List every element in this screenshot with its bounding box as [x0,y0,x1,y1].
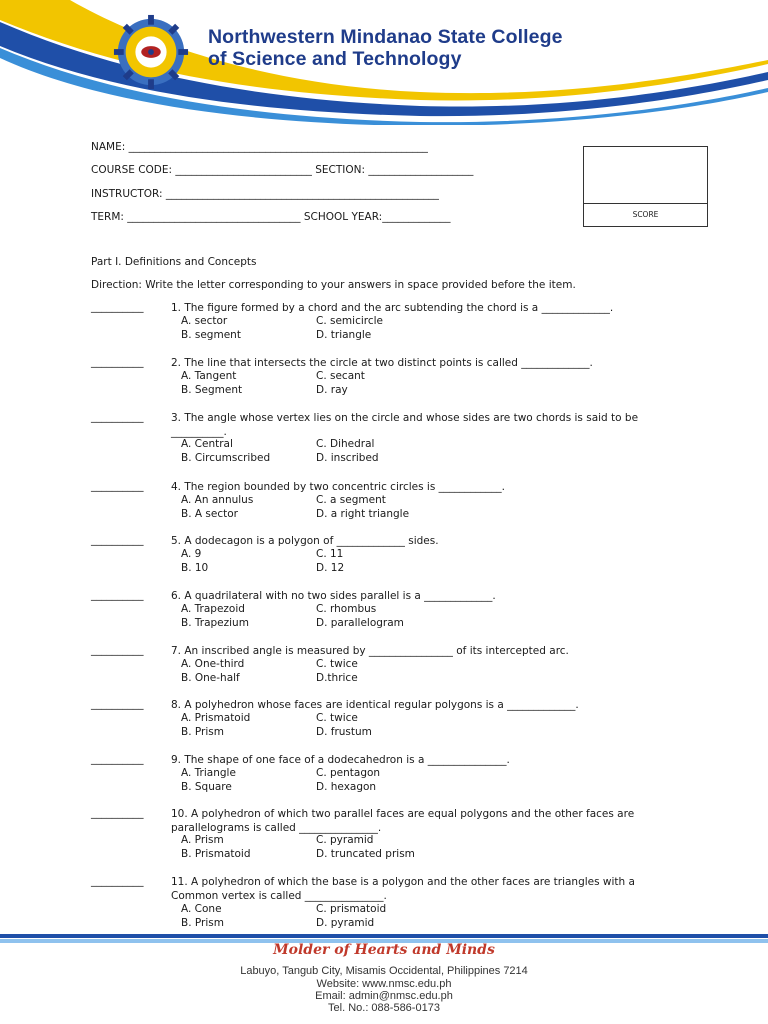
college-seal-logo [112,13,190,91]
option-c: C. pyramid [316,834,374,846]
option-d: D. triangle [316,329,372,341]
option-d: D. hexagon [316,781,377,793]
option-b: B. Circumscribed [181,452,271,464]
option-d: D.thrice [316,672,358,684]
answer-blank: __________ [91,356,144,368]
option-a: A. Triangle [181,767,236,779]
college-name-line2: of Science and Technology [208,48,462,70]
question-stem: 4. The region bounded by two concentric circles is ____________. [171,481,505,493]
answer-blank: __________ [91,301,144,313]
option-d: D. inscribed [316,452,379,464]
question-stem: 6. A quadrilateral with no two sides parallel is a _____________. [171,590,496,602]
footer-telephone: Tel. No.: 088-586-0173 [328,1002,440,1014]
option-a: A. Tangent [181,370,237,382]
option-a: A. An annulus [181,494,254,506]
question-stem: 3. The angle whose vertex lies on the circle and whose sides are two chords is said to be __________. [171,412,639,438]
option-b: B. Segment [181,384,243,396]
score-divider [584,203,707,204]
answer-blank: __________ [91,534,144,546]
answer-blank: __________ [91,875,144,887]
footer-email: Email: admin@nmsc.edu.ph [315,990,453,1002]
question-stem: 7. An inscribed angle is measured by ________________ of its intercepted arc. [171,645,569,657]
answer-blank: __________ [91,698,144,710]
option-b: B. A sector [181,508,238,520]
option-b: B. Square [181,781,232,793]
question-stem: 11. A polyhedron of which the base is a polygon and the other faces are triangles with a Common vertex is called _______________. [171,876,635,902]
option-d: D. 12 [316,562,345,574]
option-b: B. One-half [181,672,240,684]
option-b: B. segment [181,329,241,341]
college-name-line1: Northwestern Mindanao State College [208,26,563,48]
question-stem: 10. A polyhedron of which two parallel faces are equal polygons and the other faces are parallelograms is called _______________. [171,808,635,834]
college-motto: Molder of Hearts and Minds [273,942,495,958]
option-c: C. prismatoid [316,903,387,915]
direction-text: Direction: Write the letter corresponding to your answers in space provided before the item. [91,279,576,291]
name-field: NAME: _________________________________________________________ [91,141,428,153]
option-a: A. Cone [181,903,222,915]
term-school-year-field: TERM: _________________________________ SCHOOL YEAR:_____________ [91,211,451,223]
question-stem: 8. A polyhedron whose faces are identical regular polygons is a _____________. [171,699,579,711]
option-a: A. One-third [181,658,245,670]
option-a: A. Prismatoid [181,712,251,724]
footer-address: Labuyo, Tangub City, Misamis Occidental, Philippines 7214 [240,965,528,977]
option-b: B. Prismatoid [181,848,251,860]
option-d: D. truncated prism [316,848,415,860]
part-title: Part I. Definitions and Concepts [91,256,257,268]
option-c: C. rhombus [316,603,377,615]
option-c: C. Dihedral [316,438,375,450]
option-b: B. 10 [181,562,209,574]
question-stem: 9. The shape of one face of a dodecahedron is a _______________. [171,754,510,766]
answer-blank: __________ [91,589,144,601]
question-stem: 2. The line that intersects the circle at two distinct points is called _____________. [171,357,593,369]
option-b: B. Prism [181,917,224,929]
option-b: B. Trapezium [181,617,249,629]
option-c: C. twice [316,712,358,724]
instructor-field: INSTRUCTOR: ____________________________________________________ [91,188,439,200]
footer-website: Website: www.nmsc.edu.ph [316,978,452,990]
option-d: D. parallelogram [316,617,404,629]
footer-bar-dark [0,934,768,938]
score-label: SCORE [632,210,659,219]
option-a: A. Central [181,438,233,450]
answer-blank: __________ [91,807,144,819]
answer-blank: __________ [91,644,144,656]
option-c: C. twice [316,658,358,670]
option-d: D. ray [316,384,348,396]
option-d: D. pyramid [316,917,375,929]
option-c: C. secant [316,370,365,382]
question-stem: 1. The figure formed by a chord and the arc subtending the chord is a _____________. [171,302,614,314]
option-a: A. 9 [181,548,202,560]
option-c: C. a segment [316,494,386,506]
option-c: C. pentagon [316,767,381,779]
option-b: B. Prism [181,726,224,738]
option-c: C. semicircle [316,315,384,327]
answer-blank: __________ [91,753,144,765]
answer-blank: __________ [91,411,144,423]
option-c: C. 11 [316,548,344,560]
answer-blank: __________ [91,480,144,492]
option-d: D. a right triangle [316,508,410,520]
score-box [583,146,708,227]
option-a: A. sector [181,315,228,327]
course-section-field: COURSE CODE: __________________________ SECTION: ____________________ [91,164,474,176]
question-stem: 5. A dodecagon is a polygon of _____________ sides. [171,535,439,547]
option-a: A. Prism [181,834,224,846]
option-d: D. frustum [316,726,372,738]
option-a: A. Trapezoid [181,603,245,615]
